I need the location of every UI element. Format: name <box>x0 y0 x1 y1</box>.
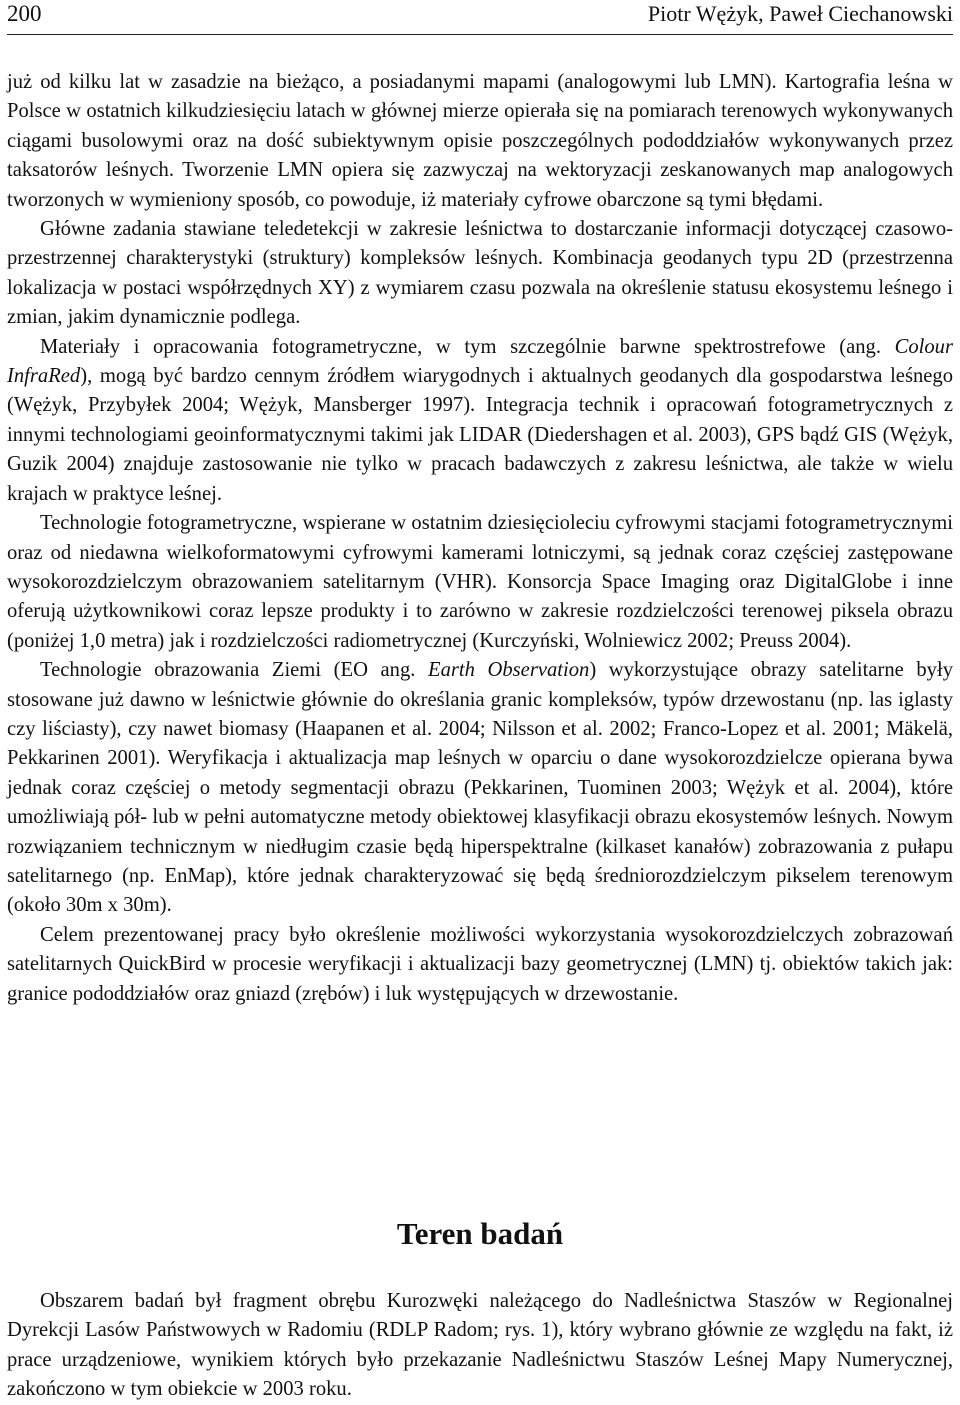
paragraph-3-text-before: Materiały i opracowania fotogrametryczne, w tym szczególnie barwne spektrostrefowe (ang. <box>40 335 895 358</box>
section-paragraph: Obszarem badań był fragment obrębu Kurozwęki należącego do Nadleśnictwa Staszów w Regionalnej Dyrekcji Lasów Państwowych w Radomiu (RDLP Radom; rys. 1), który wybrano głównie ze względu na fakt, iż prace urządzeniowe, wynikiem których było przekazanie Nadleśnictwu Staszów Leśnej Mapy Numerycznej, zakończono w tym obiekcie w 2003 roku. <box>7 1290 953 1401</box>
running-header <box>7 0 953 35</box>
paragraph-5-text-after: ) wykorzystujące obrazy satelitarne były stosowane już dawno w leśnictwie głównie do określania granic kompleksów, typów drzewostanu (np. las iglasty czy liściasty), czy nawet biomasy (Haapanen et al. 2004; Nilsson et al. 2002; Franco-Lopez et al. 2001; Mäkelä, Pekkarinen 2001). Weryfikacja i aktualizacja map leśnych w oparciu o dane wysokorozdzielcze opierana bywa jednak coraz częściej o metody segmentacji obrazu (Pekkarinen, Tuominen 2003; Wężyk et al. 2004), które umożliwiają pół- lub w pełni automatyczne metody obiektowej klasyfikacji obrazu ekosystemów leśnych. Nowym rozwiązaniem technicznym w niedługim czasie będą hiperspektralne (kilkaset kanałów) zobrazowania z pułapu satelitarnego (np. EnMap), które jednak charakteryzować się będą średniorozdzielczym pikselem terenowym (około 30m x 30m). <box>7 659 954 917</box>
paragraph-5-italic-term: Earth Observation <box>428 659 590 682</box>
paragraph-3-italic-term: Colour InfraRed <box>7 335 953 388</box>
paragraph-3 <box>7 333 953 509</box>
paragraph-6: Celem prezentowanej pracy było określenie możliwości wykorzystania wysokorozdzielczych zobrazowań satelitarnych QuickBird w procesie weryfikacji i aktualizacji bazy geometrycznej (LMN) tj. obiektów takich jak: granice pododdziałów oraz gniazd (zrębów) i luk występujących w drzewostanie. <box>7 923 953 1005</box>
paragraph-1: już od kilku lat w zasadzie na bieżąco, a posiadanymi mapami (analogowymi lub LMN). Kartografia leśna w Polsce w ostatnich kilkudziesięciu latach w głównej mierze opierała się na pomiarach terenowych wykonywanych ciągami busolowymi oraz na dość subiektywnym opisie poszczególnych pododdziałów wykonywanych przez taksatorów leśnych. Tworzenie LMN opiera się zazwyczaj na wektoryzacji zeskanowanych map analogowych tworzonych w wymieniony sposób, co powoduje, iż materiały cyfrowe obarczone są tymi błędami. <box>7 71 953 211</box>
body-text <box>7 68 953 1009</box>
paragraph-4: Technologie fotogrametryczne, wspierane w ostatnim dziesięcioleciu cyfrowymi stacjami fotogrametrycznymi oraz od niedawna wielkoformatowymi cyfrowymi kamerami lotniczymi, są jednak coraz częściej zastępowane wysokorozdzielczym obrazowaniem satelitarnym (VHR). Konsorcja Space Imaging oraz DigitalGlobe i inne oferują użytkownikowi coraz lepsze produkty i to zarówno w zakresie rozdzielczości terenowej piksela obrazu (poniżej 1,0 metra) jak i rozdzielczości radiometrycznej (Kurczyński, Wolniewicz 2002; Preuss 2004). <box>7 512 953 652</box>
section-body <box>7 1287 953 1405</box>
paragraph-5 <box>7 656 953 921</box>
paragraph-5-text-before: Technologie obrazowania Ziemi (EO ang. <box>40 659 428 682</box>
page-number: 200 <box>7 1 42 26</box>
paragraph-3-text-after: ), mogą być bardzo cennym źródłem wiarygodnych i aktualnych geodanych dla gospodarstwa leśnego (Wężyk, Przybyłek 2004; Wężyk, Mansberger 1997). Integracja technik i opracowań fotogrametrycznych z innymi technologiami geoinformatycznymi takimi jak LIDAR (Diedershagen et al. 2003), GPS bądź GIS (Wężyk, Guzik 2004) znajduje zastosowanie nie tylko w pracach badawczych z zakresu leśnictwa, ale także w wielu krajach w praktyce leśnej. <box>7 365 953 505</box>
running-head-authors: Piotr Wężyk, Paweł Ciechanowski <box>647 1 953 26</box>
section-heading: Teren badań <box>396 1216 564 1251</box>
paragraph-2: Główne zadania stawiane teledetekcji w zakresie leśnictwa to dostarczanie informacji dotyczącej czasowo-przestrzennej charakterystyki (struktury) kompleksów leśnych. Kombinacja geodanych typu 2D (przestrzenna lokalizacja w postaci współrzędnych XY) z wymiarem czasu pozwala na określenie statusu ekosystemu leśnego i zmian, jakim dynamicznie podlega. <box>7 218 953 329</box>
